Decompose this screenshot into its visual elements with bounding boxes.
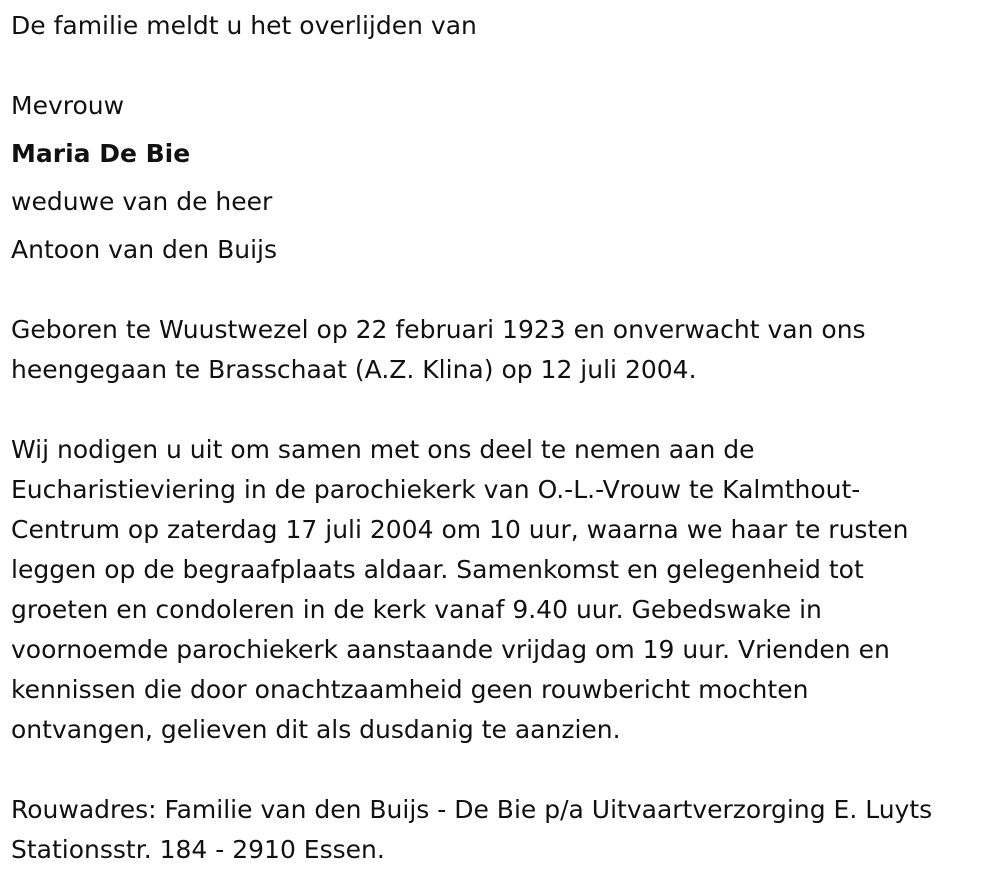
spouse-name: Antoon van den Buijs	[11, 235, 277, 264]
paragraph-line: Wij nodigen u uit om samen met ons deel te nemen aan de	[11, 435, 755, 464]
invitation-paragraph	[11, 430, 996, 750]
relation-line: weduwe van de heer	[11, 187, 273, 216]
birth-death-paragraph	[11, 310, 996, 390]
address-paragraph	[11, 790, 996, 870]
paragraph-line: voornoemde parochiekerk aanstaande vrijdag om 19 uur. Vrienden en	[11, 635, 890, 664]
paragraph-line: groeten en condoleren in de kerk vanaf 9.40 uur. Gebedswake in	[11, 595, 822, 624]
title-line: Mevrouw	[11, 91, 125, 120]
paragraph-line: ontvangen, gelieven dit als dusdanig te aanzien.	[11, 715, 621, 744]
paragraph-line: Geboren te Wuustwezel op 22 februari 1923 en onverwacht van ons	[11, 315, 866, 344]
paragraph-line: Stationsstr. 184 - 2910 Essen.	[11, 835, 385, 864]
paragraph-line: heengegaan te Brasschaat (A.Z. Klina) op 12 juli 2004.	[11, 355, 697, 384]
deceased-name: Maria De Bie	[11, 139, 191, 168]
paragraph-line: Centrum op zaterdag 17 juli 2004 om 10 uur, waarna we haar te rusten	[11, 515, 909, 544]
paragraph-line: Rouwadres: Familie van den Buijs - De Bie p/a Uitvaartverzorging E. Luyts	[11, 795, 933, 824]
intro-line: De familie meldt u het overlijden van	[11, 11, 477, 40]
paragraph-line: Eucharistieviering in de parochiekerk van O.-L.-Vrouw te Kalmthout-	[11, 475, 861, 504]
paragraph-line: kennissen die door onachtzaamheid geen rouwbericht mochten	[11, 675, 809, 704]
paragraph-line: leggen op de begraafplaats aldaar. Samenkomst en gelegenheid tot	[11, 555, 864, 584]
